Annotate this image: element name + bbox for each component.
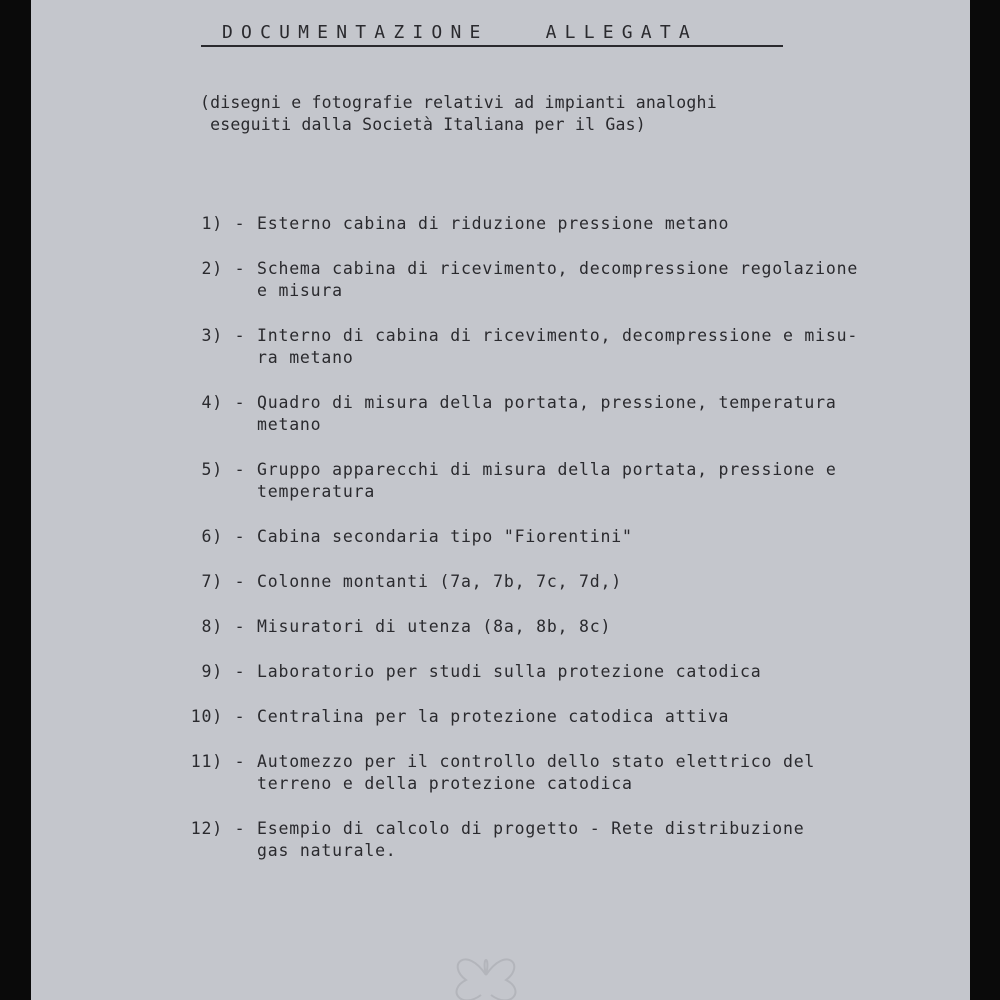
list-item [171, 661, 961, 706]
item-number: 5) [201, 460, 223, 479]
item-text-line: Esempio di calcolo di progetto - Rete distribuzione [257, 819, 805, 838]
list-item [171, 459, 961, 526]
document-subtitle [200, 92, 717, 136]
item-text-line: Misuratori di utenza (8a, 8b, 8c) [257, 617, 612, 636]
item-dash: - [234, 752, 246, 771]
item-text [257, 661, 961, 706]
item-number: 9) [201, 662, 223, 681]
item-dash: - [234, 326, 246, 345]
item-text [257, 258, 961, 325]
item-text-line: Esterno cabina di riduzione pressione metano [257, 214, 730, 233]
item-number: 4) [201, 393, 223, 412]
paper-sheet [31, 0, 970, 1000]
subtitle-line: (disegni e fotografie relativi ad impianti analoghi [200, 93, 717, 112]
list-item [171, 616, 961, 661]
item-dash: - [234, 617, 246, 636]
item-number: 8) [201, 617, 223, 636]
item-text-line: Quadro di misura della portata, pressione, temperatura [257, 393, 837, 412]
item-dash: - [234, 460, 246, 479]
item-dash: - [234, 819, 246, 838]
item-text [257, 706, 961, 751]
list-item [171, 325, 961, 392]
item-text [257, 213, 961, 258]
item-number: 2) [201, 259, 223, 278]
item-number: 7) [201, 572, 223, 591]
item-number: 10) [190, 707, 223, 726]
item-text [257, 325, 961, 392]
item-text-line: Colonne montanti (7a, 7b, 7c, 7d,) [257, 572, 622, 591]
item-number: 1) [201, 214, 223, 233]
watermark-emblem [426, 935, 546, 1000]
item-text [257, 616, 961, 661]
attachment-list [171, 213, 961, 885]
item-text-line: Schema cabina di ricevimento, decompressione regolazione [257, 259, 859, 278]
item-text-line: ra metano [257, 348, 354, 367]
item-dash: - [234, 214, 246, 233]
item-text [257, 392, 961, 459]
item-number: 3) [201, 326, 223, 345]
list-item [171, 213, 961, 258]
item-text-line: Cabina secondaria tipo "Fiorentini" [257, 527, 633, 546]
item-text-line: Interno di cabina di ricevimento, decompressione e misu- [257, 326, 859, 345]
item-text [257, 818, 961, 885]
list-item [171, 751, 961, 818]
item-text-line: Laboratorio per studi sulla protezione catodica [257, 662, 762, 681]
list-item [171, 526, 961, 571]
title-underline [201, 45, 783, 47]
subtitle-line: eseguiti dalla Società Italiana per il Gas) [200, 115, 646, 134]
item-text [257, 571, 961, 616]
item-text [257, 751, 961, 818]
item-dash: - [234, 662, 246, 681]
item-text [257, 459, 961, 526]
item-text-line: terreno e della protezione catodica [257, 774, 633, 793]
item-dash: - [234, 527, 246, 546]
list-item [171, 571, 961, 616]
list-item [171, 818, 961, 885]
item-text-line: temperatura [257, 482, 376, 501]
item-text-line: metano [257, 415, 322, 434]
list-item [171, 258, 961, 325]
item-text-line: e misura [257, 281, 343, 300]
item-dash: - [234, 393, 246, 412]
item-text-line: Automezzo per il controllo dello stato elettrico del [257, 752, 816, 771]
item-number: 6) [201, 527, 223, 546]
item-number: 12) [190, 819, 223, 838]
list-item [171, 706, 961, 751]
item-number: 11) [190, 752, 223, 771]
item-text [257, 526, 961, 571]
item-text-line: Centralina per la protezione catodica attiva [257, 707, 730, 726]
item-dash: - [234, 259, 246, 278]
document-title: DOCUMENTAZIONE ALLEGATA [222, 22, 698, 43]
item-dash: - [234, 572, 246, 591]
item-dash: - [234, 707, 246, 726]
item-text-line: Gruppo apparecchi di misura della portata, pressione e [257, 460, 837, 479]
list-item [171, 392, 961, 459]
item-text-line: gas naturale. [257, 841, 397, 860]
